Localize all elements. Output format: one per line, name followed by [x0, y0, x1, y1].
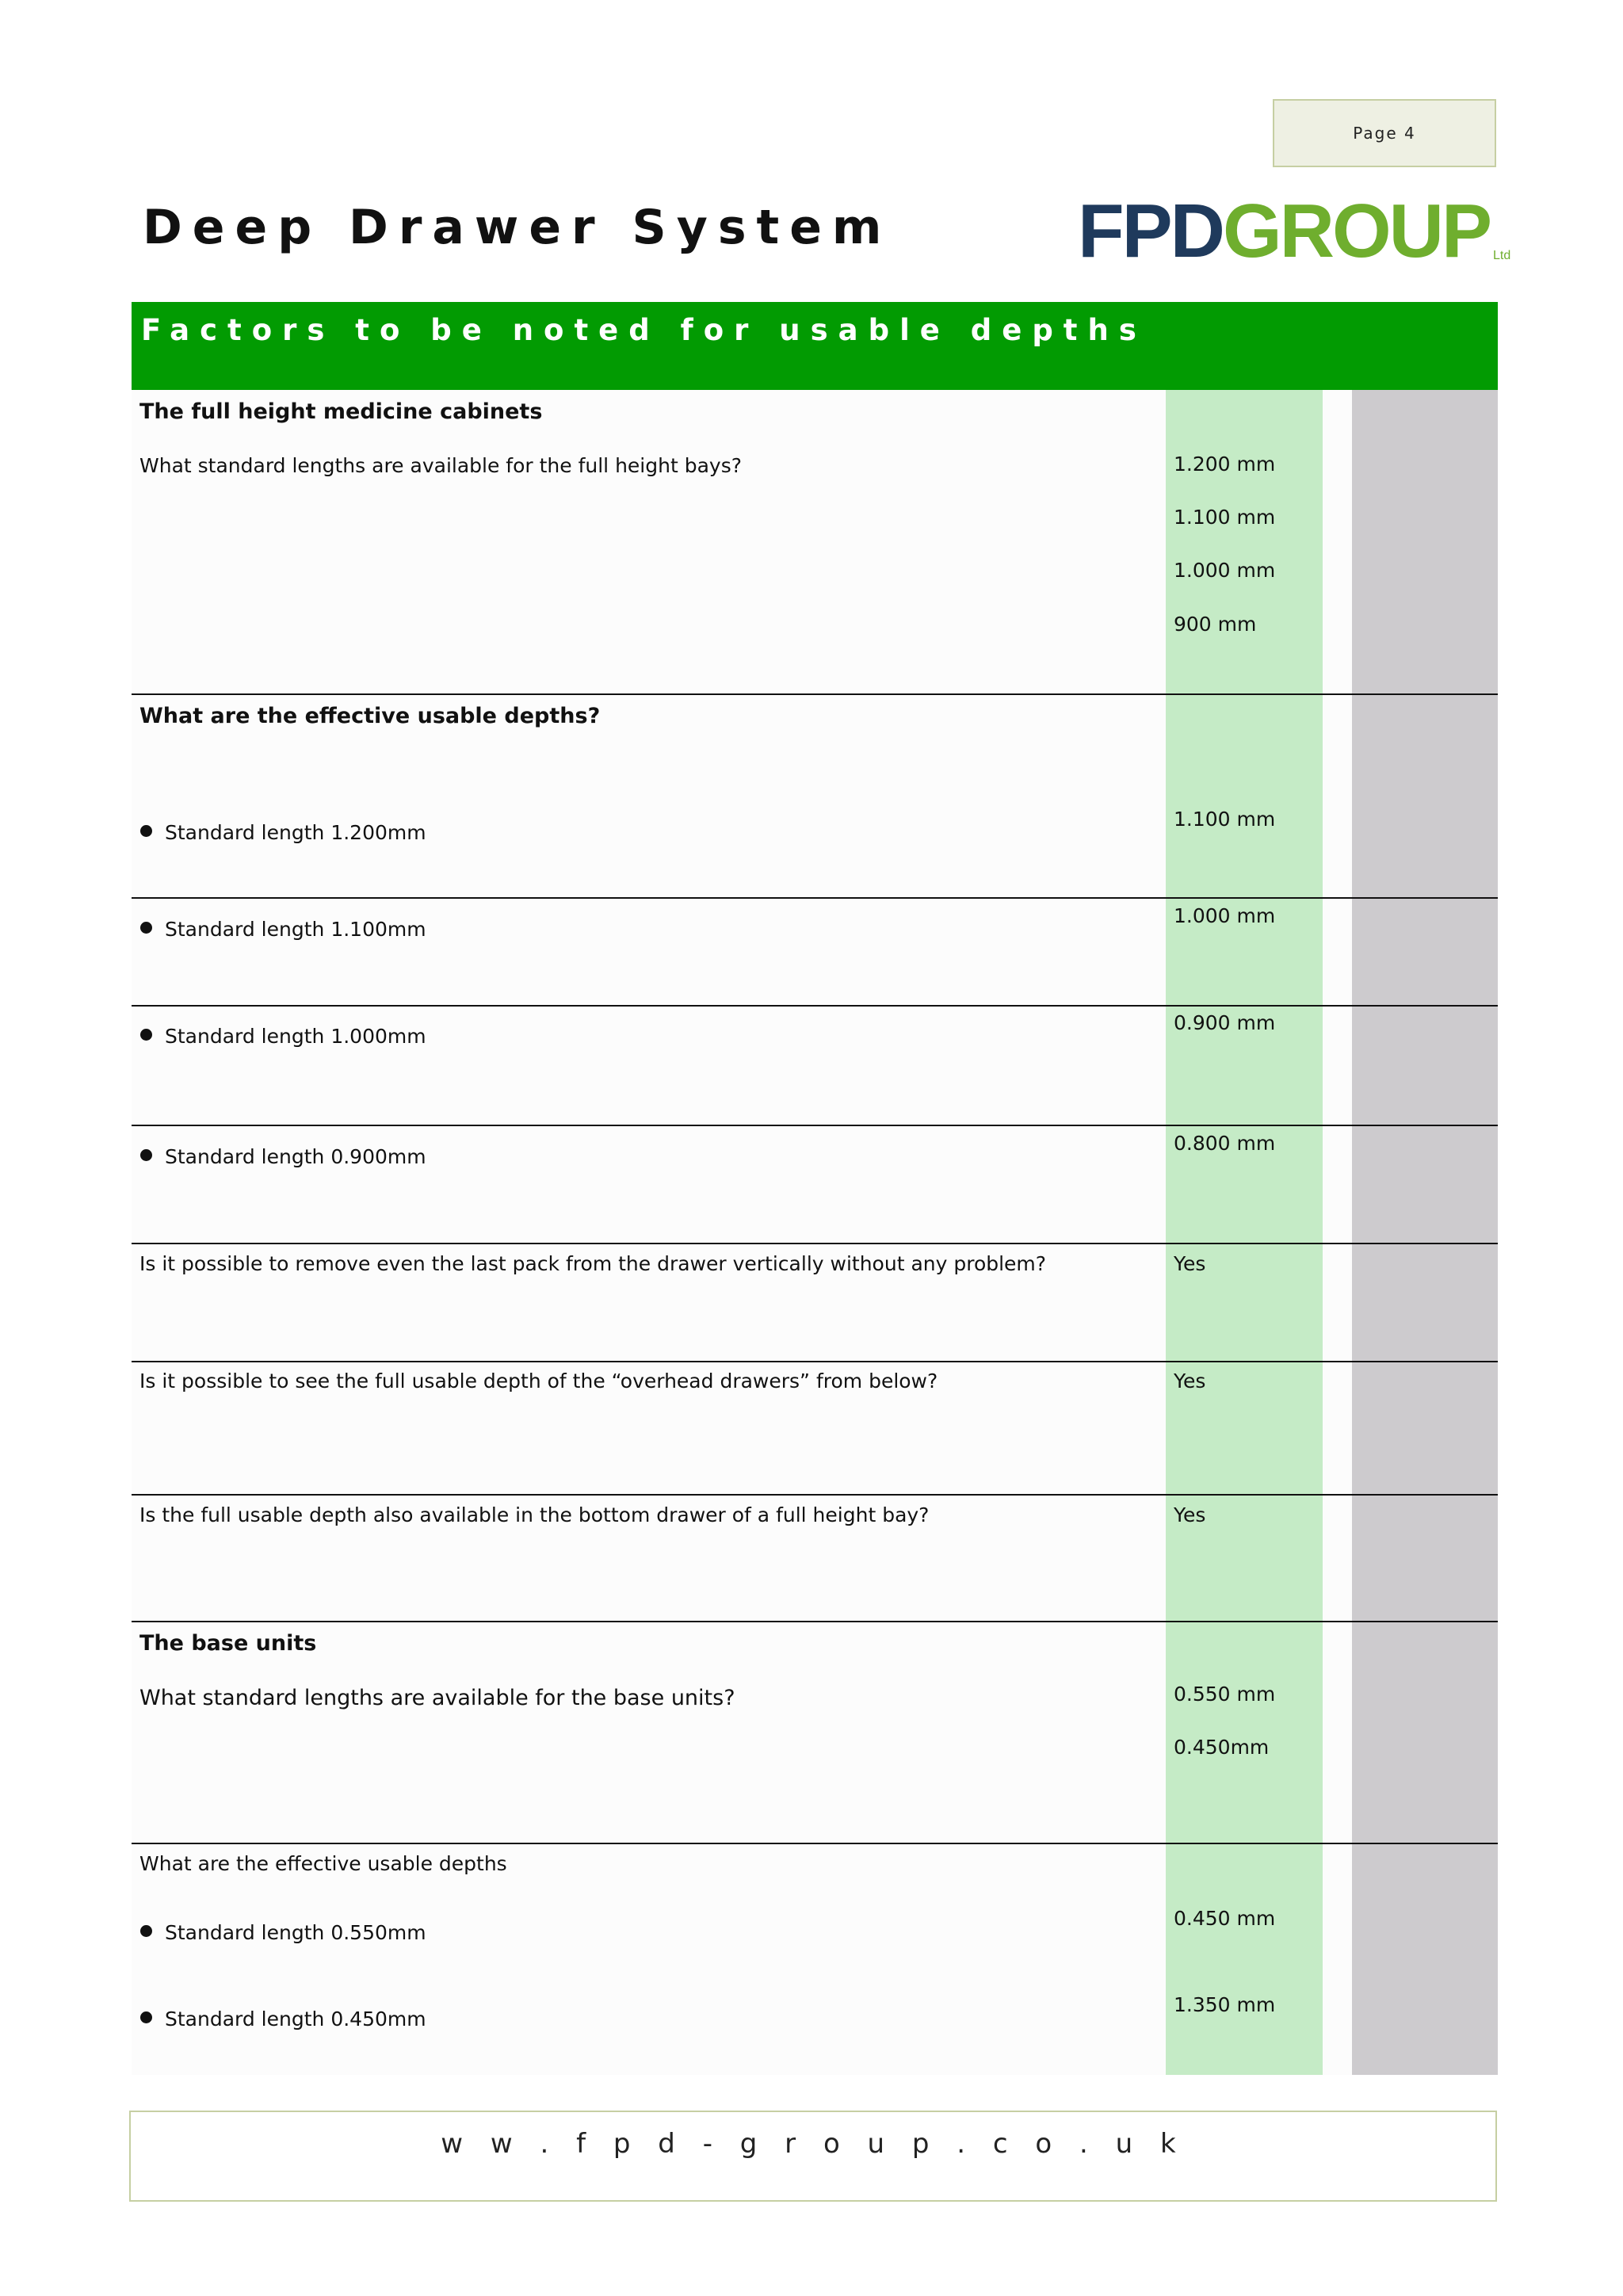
question-base-lengths: What standard lengths are available for the base units? — [139, 1686, 735, 1710]
value-cell: 900 mm — [1174, 613, 1257, 636]
question-standard-lengths: What standard lengths are available for the full height bays? — [139, 454, 742, 477]
bullet-icon — [140, 825, 152, 837]
section-banner — [132, 302, 1498, 390]
row-divider — [132, 1243, 1498, 1244]
answer-cell: Yes — [1174, 1252, 1206, 1275]
value-cell: 0.450 mm — [1174, 1907, 1276, 1930]
list-item-label: Standard length 1.000mm — [165, 1025, 426, 1048]
row-divider — [132, 1361, 1498, 1362]
value-cell: 0.550 mm — [1174, 1683, 1276, 1706]
question-text: Is it possible to remove even the last pack from the drawer vertically without any problem? — [139, 1252, 1047, 1275]
value-cell: 1.200 mm — [1174, 453, 1276, 476]
bullet-icon — [140, 1029, 152, 1041]
section-heading-base-units: The base units — [139, 1631, 317, 1656]
fpd-group-logo — [1078, 189, 1511, 273]
value-cell: 1.100 mm — [1174, 808, 1276, 831]
list-item-label: Standard length 0.900mm — [165, 1145, 426, 1168]
bullet-icon — [140, 2011, 152, 2023]
row-divider — [132, 1125, 1498, 1126]
logo-text-ltd: Ltd — [1493, 249, 1511, 262]
list-item-label: Standard length 1.200mm — [165, 821, 426, 844]
section-heading-full-height: The full height medicine cabinets — [139, 399, 543, 424]
value-cell: 0.900 mm — [1174, 1011, 1276, 1034]
value-cell: 1.350 mm — [1174, 1993, 1276, 2016]
value-cell: 1.000 mm — [1174, 559, 1276, 582]
row-divider — [132, 1621, 1498, 1622]
section-heading-base-depths: What are the effective usable depths — [139, 1852, 507, 1875]
page-title: Deep Drawer System — [143, 200, 892, 255]
answer-cell: Yes — [1174, 1503, 1206, 1526]
notes-column — [1352, 390, 1498, 2075]
logo-text-fpd: FPD — [1078, 189, 1223, 273]
factors-table — [132, 390, 1498, 2075]
value-cell: 0.800 mm — [1174, 1132, 1276, 1155]
bullet-icon — [140, 922, 152, 934]
row-divider — [132, 897, 1498, 899]
footer-url: w w . f p d - g r o u p . c o . u k — [441, 2128, 1186, 2160]
bullet-icon — [140, 1149, 152, 1161]
question-text: Is it possible to see the full usable depth of the “overhead drawers” from below? — [139, 1370, 938, 1392]
answer-cell: Yes — [1174, 1370, 1206, 1392]
question-text: Is the full usable depth also available in the bottom drawer of a full height bay? — [139, 1503, 930, 1526]
page-number: Page 4 — [1353, 124, 1416, 143]
page-number-box — [1273, 99, 1496, 167]
value-cell: 1.100 mm — [1174, 506, 1276, 529]
row-divider — [132, 693, 1498, 695]
list-item-label: Standard length 0.450mm — [165, 2008, 426, 2030]
logo-text-group: GROUP — [1223, 189, 1491, 273]
row-divider — [132, 1005, 1498, 1007]
value-column — [1166, 390, 1323, 2075]
bullet-icon — [140, 1925, 152, 1937]
banner-title: Factors to be noted for usable depths — [141, 313, 1147, 347]
row-divider — [132, 1494, 1498, 1496]
footer-box — [129, 2111, 1497, 2202]
section-heading-usable-depths: What are the effective usable depths? — [139, 704, 601, 728]
row-divider — [132, 1843, 1498, 1844]
value-cell: 1.000 mm — [1174, 904, 1276, 927]
value-cell: 0.450mm — [1174, 1736, 1270, 1759]
list-item-label: Standard length 0.550mm — [165, 1921, 426, 1944]
list-item-label: Standard length 1.100mm — [165, 918, 426, 941]
